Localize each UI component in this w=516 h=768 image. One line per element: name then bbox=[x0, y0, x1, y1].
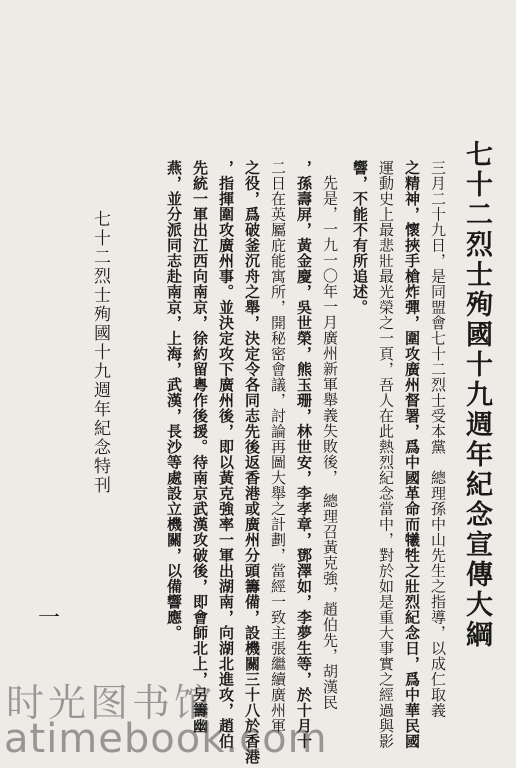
footer-title: 七十二烈士殉國十九週年紀念特刊 bbox=[90, 210, 110, 495]
text-column-9: ，指揮圍攻廣州事。並決定攻下廣州後，即以黃克強率一軍出湖南，向湖北進攻，趙伯 bbox=[217, 160, 235, 749]
text-column-7: 二日在英屬庇能寓所，開秘密會議，討論再圖大舉之計劃，當經一致主張繼續廣州軍 bbox=[269, 160, 287, 734]
text-column-5: 先是，一九一〇年一月廣州新軍舉義失敗後， 總理召黃克強，趙伯先，胡漢民 bbox=[321, 175, 339, 710]
text-column-1: 三月二十九日，是同盟會七十二烈士受本黨 總理孫中山先生之指導，以成仁取義 bbox=[429, 160, 447, 718]
watermark-url: atimebook.com bbox=[4, 716, 328, 762]
text-column-11: 燕，並分派同志赴南京，上海，武漢，長沙等處設立機關，以備響應。 bbox=[165, 160, 183, 641]
text-column-8: 之役，爲破釜沉舟之舉，決定令各同志先後返香港或廣州分頭籌備，設機關三十八於香港 bbox=[243, 160, 261, 765]
text-column-6: ，孫壽屏，黃金慶，吳世榮，熊玉珊，林世安，李孝章，鄧澤如，李夢生等，於十月十 bbox=[295, 160, 313, 749]
watermark-chinese: 时光图书馆 bbox=[6, 681, 217, 725]
page-number: 一 bbox=[38, 606, 61, 631]
text-column-3: 運動史上最悲壯最光榮之一頁，吾人在此熱烈紀念當中，對於如是重大事實之經過與影 bbox=[377, 160, 395, 749]
text-column-10: 先統一軍出江西向南京，徐約留粵作後援。待南京武漢攻破後，即會師北上，另籌幽 bbox=[191, 160, 209, 734]
text-column-2: 之精神，懷挾手槍炸彈，圍攻廣州督署，爲中國革命而犧牲之壯烈紀念日，爲中華民國 bbox=[403, 160, 421, 749]
text-column-4: 響，不能不有所追述。 bbox=[351, 160, 369, 315]
document-title: 七十二烈士殉國十九週年紀念宣傳大綱 bbox=[461, 140, 492, 650]
